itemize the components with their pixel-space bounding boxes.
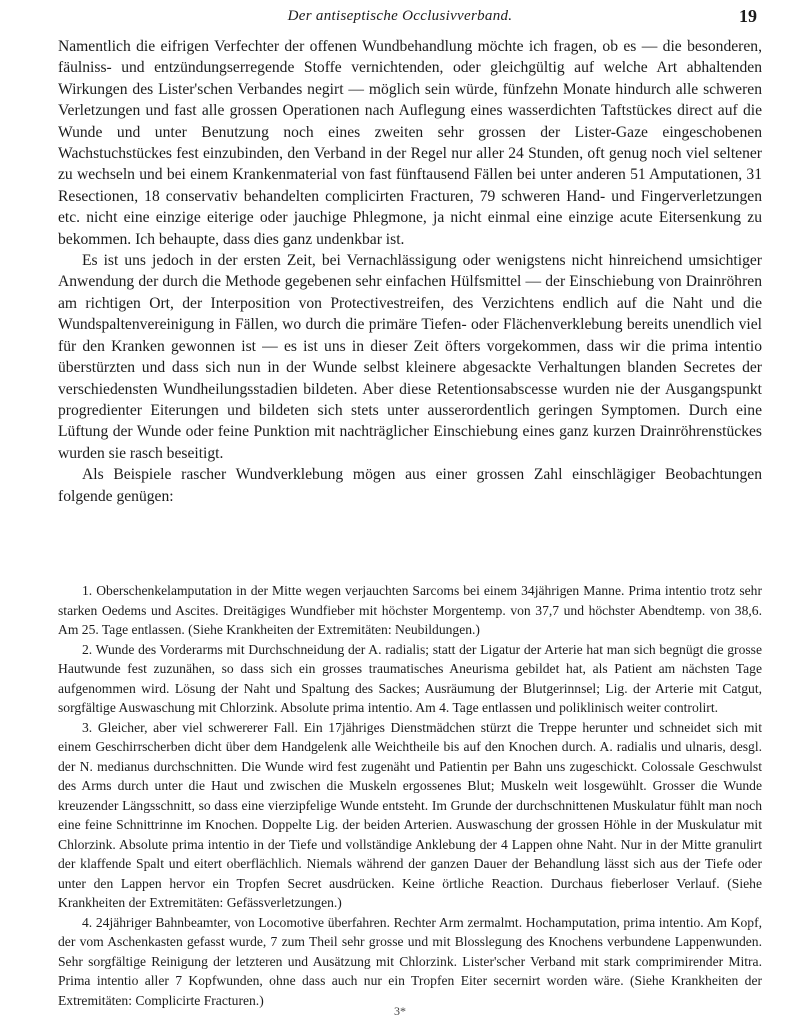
paragraph: Es ist uns jedoch in der ersten Zeit, bei Vernachlässigung oder wenigstens nicht hinreichend umsichtiger Anwendung der durch die Methode gegebenen sehr einfachen Hülfsmittel — der Einschiebung von Drainröhren am richtigen Ort, der Interposition von Protectivestreifen, des Verzichtens endlich auf die Naht und die Wundspaltenvereinigung in Fällen, wo durch die primäre Tiefen- oder Flächenverklebung bereits unendlich viel für den Kranken gewonnen ist — es ist uns in dieser Zeit öfters vorgekommen, dass wir die prima intentio überstürzten und dass sich nun in der Wunde selbst kleinere abgesackte Verhaltungen blanden Secretes der verschiedensten Wundheilungsstadien bildeten. Aber diese Retentionsabscesse wurden nie der Ausgangspunkt progredienter Eiterungen und bildeten sich stets unter ausserordentlich geringen Symptomen. Durch eine Lüftung der Wunde oder feine Punktion mit nachträglicher Einschiebung eines ganz kurzen Drainröhrenstückes wurden sie rasch beseitigt. [58,252,762,462]
case-item: 2. Wunde des Vorderarms mit Durchschneidung der A. radialis; statt der Ligatur der Arterie hat man sich begnügt die grosse Hautwunde fest zuzunähen, so dass sich ein grosses traumatisches Aneurisma gebildet hat, als Patient am nächsten Tage aufgenommen wird. Lösung der Naht und Spaltung des Sackes; Ausräumung der Blutgerinnsel; Lig. der Arterie mit Catgut, sorgfältige Auswaschung mit Chlorzink. Absolute prima intentio. Am 4. Tage entlassen und poliklinisch weiter controlirt. [58,641,762,715]
case-item: 3. Gleicher, aber viel schwererer Fall. Ein 17jähriges Dienstmädchen stürzt die Treppe herunter und schneidet sich mit einem Geschirrscherben dicht über dem Handgelenk alle Weichtheile bis auf den Knochen durch. A. radialis und ulnaris, desgl. der N. medianus durchschnitten. Die Wunde wird fest zugenäht und Patientin per Bahn uns zugeschickt. Colossale Geschwulst des Arms durch unter die Haut und zwischen die Muskeln ergossenes Blut; Muskeln weit losgewühlt. Grosser die Wunde kreuzender Längsschnitt, so dass eine vierzipfelige Wunde entsteht. Im Grunde der durchschnittenen Muskulatur fühlt man noch eine feine Schnittrinne im Knochen. Doppelte Lig. der beiden Arterien. Auswaschung der grossen Höhle in der Muskulatur mit Chlorzink. Absolute prima intentio in der Tiefe und vollständige Anklebung der 4 Lappen ohne Naht. Nur in der Mitte granulirt der klaffende Spalt und eitert oberflächlich. Niemals während der ganzen Dauer der Behandlung lässt sich aus der Tiefe oder unter den Lappen hervor ein Tropfen Secret ausdrücken. Keine örtliche Reaction. Durchaus fieberloser Verlauf. (Siehe Krankheiten der Extremitäten: Gefässverletzungen.) [58,719,762,910]
signature-mark: 3* [394,1004,406,1018]
paragraph: Als Beispiele rascher Wundverklebung mögen aus einer grossen Zahl einschlägiger Beobachtungen folgende genügen: [58,466,762,505]
page-header [0,6,800,30]
running-title: Der antiseptische Occlusivverband. [287,8,513,24]
paragraph: Namentlich die eifrigen Verfechter der offenen Wundbehandlung möchte ich fragen, ob es — die besonderen, fäulniss- und entzündungserregende Stoffe vernichtenden, oder gleichgültig auf welche Art abhaltenden Wirkungen des Lister'schen Verbandes negirt — möglich sein würde, fünfzehn Monate hindurch alle schweren Verletzungen und fast alle grossen Operationen nach Auflegung eines wasserdichten Taftstückes direct auf die Wunde und unter Benutzung noch eines zweiten sehr grossen der Lister-Gaze eingeschobenen Wachstuchstückes fest einzubinden, den Verband in der Regel nur aller 24 Stunden, oft genug noch viel seltener zu wechseln und bei einem Krankenmaterial von fast fünftausend Fällen bei unter anderen 51 Amputationen, 31 Resectionen, 18 conservativ behandelten complicirten Fracturen, 79 schweren Hand- und Fingerverletzungen etc. nicht eine einzige eiterige oder jauchige Phlegmone, ja nicht einmal eine einzige acute Eitersenkung zu bekommen. Ich behaupte, dass dies ganz undenkbar ist. [58,38,762,248]
case-item: 1. Oberschenkelamputation in der Mitte wegen verjauchten Sarcoms bei einem 34jährigen Manne. Prima intentio trotz sehr starken Oedems und Ascites. Dreitägiges Wundfieber mit höchster Morgentemp. von 37,7 und höchster Abendtemp. von 38,6. Am 25. Tage entlassen. (Siehe Krankheiten der Extremitäten: Neubildungen.) [58,583,762,637]
main-text [58,36,762,507]
case-item: 4. 24jähriger Bahnbeamter, von Locomotive überfahren. Rechter Arm zermalmt. Hochamputation, prima intentio. Am Kopf, der vom Aschenkasten gefasst wurde, 7 zum Theil sehr grosse und mit Blosslegung des Knochens verbundene Lappenwunden. Sehr sorgfältige Reinigung der letzteren und Ausätzung mit Chlorzink. Lister'scher Verband mit stark comprimirender Mitra. Prima intentio aller 7 Kopfwunden, ohne dass auch nur ein Tropfen Eiter secernirt worden wäre. (Siehe Krankheiten der Extremitäten: Complicirte Fracturen.) [58,914,762,1008]
page-number: 19 [739,6,757,26]
case-list [58,581,762,1010]
